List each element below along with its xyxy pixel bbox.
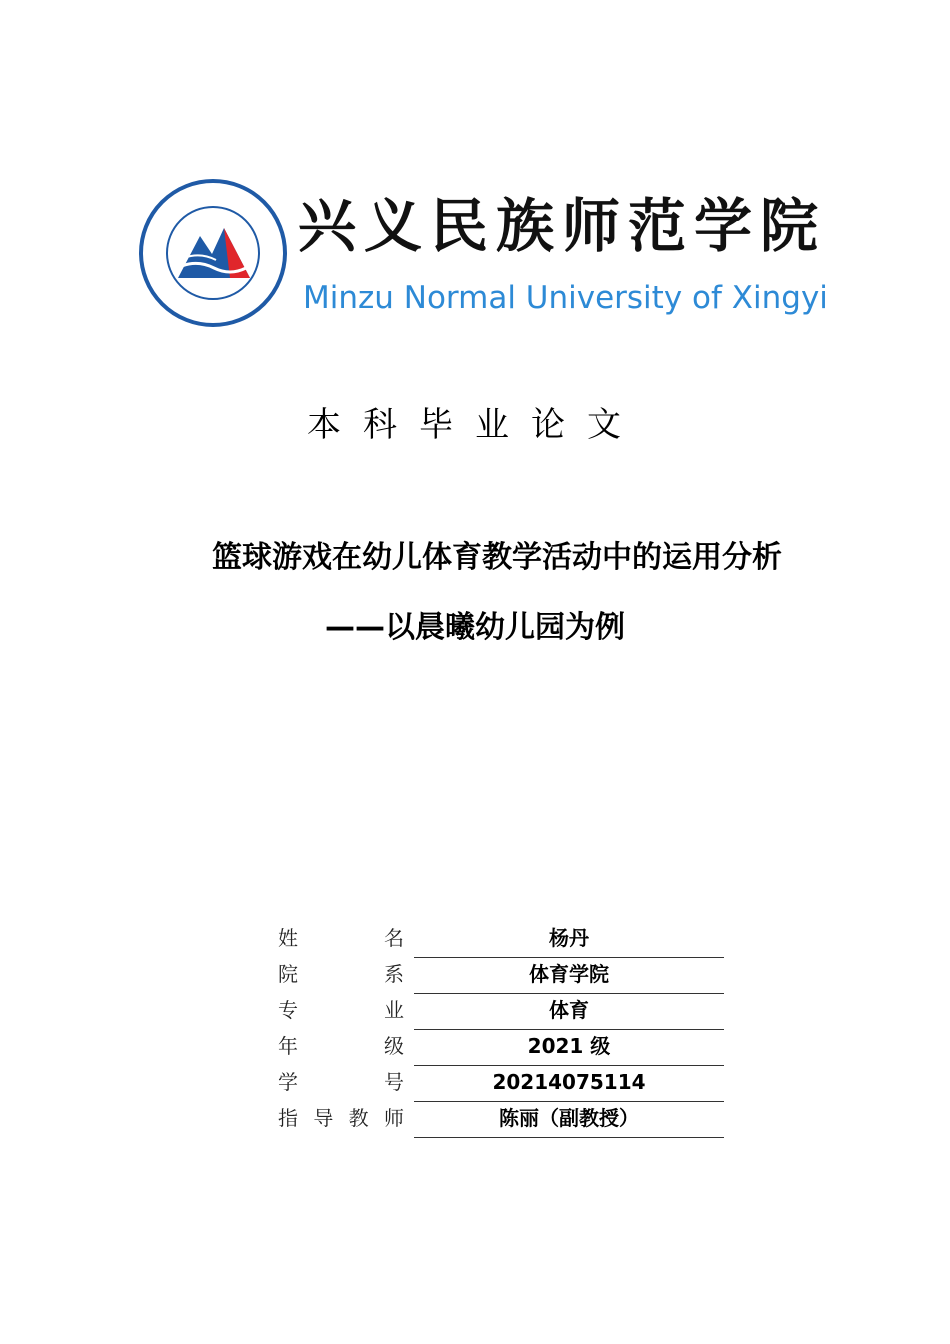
info-label-char: 院	[278, 962, 298, 986]
info-label-char: 教	[348, 1106, 369, 1130]
info-value: 体育学院	[529, 962, 609, 986]
info-row	[278, 956, 728, 992]
info-label-char: 号	[384, 1070, 404, 1094]
info-value: 体育	[549, 998, 589, 1022]
info-label-char: 级	[384, 1034, 404, 1058]
info-row	[278, 992, 728, 1028]
info-value: 杨丹	[549, 926, 589, 950]
info-value: 陈丽（副教授）	[499, 1106, 639, 1130]
info-label	[278, 1068, 404, 1096]
university-name-cn: 兴义民族师范学院	[298, 192, 827, 260]
info-label	[278, 996, 404, 1024]
author-info-table	[278, 920, 728, 1136]
thesis-type-heading: 本科毕业论文	[307, 405, 643, 445]
info-value: 2021 级	[527, 1034, 611, 1058]
info-label-char: 姓	[278, 926, 298, 950]
info-row	[278, 1100, 728, 1136]
info-label-char: 导	[313, 1106, 334, 1130]
info-row	[278, 1064, 728, 1100]
info-label-char: 专	[278, 998, 298, 1022]
university-logo	[138, 178, 858, 330]
thesis-subtitle: ——以晨曦幼儿园为例	[325, 610, 625, 645]
info-row	[278, 1028, 728, 1064]
info-label-char: 年	[278, 1034, 298, 1058]
info-label	[278, 960, 404, 988]
info-row	[278, 920, 728, 956]
university-name-en: Minzu Normal University of Xingyi	[303, 280, 828, 316]
thesis-title: 篮球游戏在幼儿体育教学活动中的运用分析	[212, 540, 782, 575]
info-label-char: 师	[383, 1106, 404, 1130]
info-label-char: 业	[384, 998, 404, 1022]
info-label-char: 指	[278, 1106, 298, 1130]
info-label-char: 学	[278, 1070, 298, 1094]
university-seal-icon	[138, 178, 288, 328]
info-label	[278, 924, 404, 952]
info-label-char: 名	[384, 926, 404, 950]
info-label-char: 系	[384, 962, 404, 986]
underline-divider	[414, 1137, 724, 1138]
info-value: 20214075114	[492, 1070, 646, 1094]
info-label	[278, 1104, 404, 1132]
info-label	[278, 1032, 404, 1060]
